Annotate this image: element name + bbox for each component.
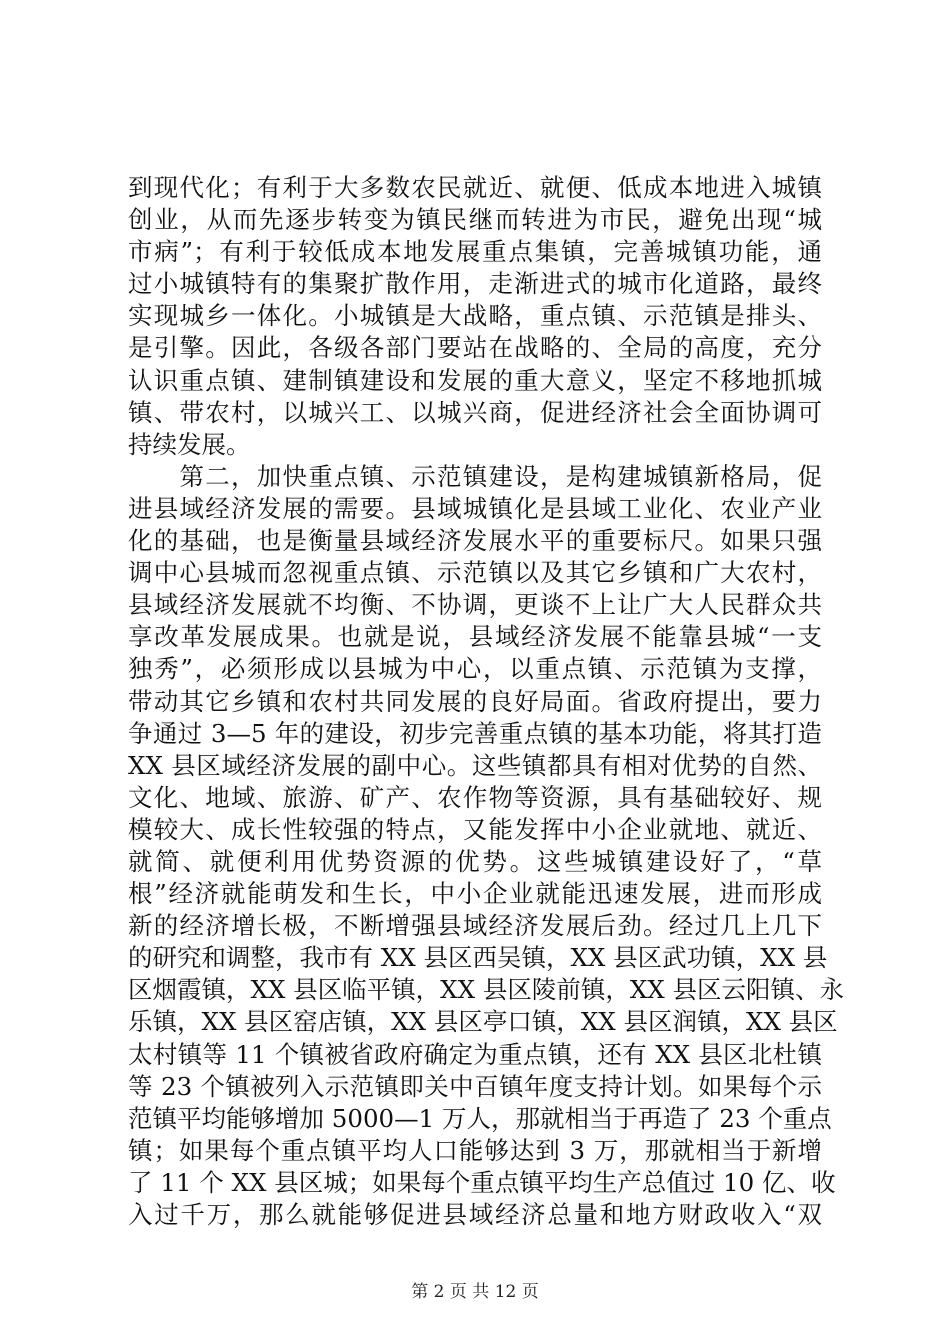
text-line: 文化、地域、旅游、矿产、农作物等资源，具有基础较好、规: [128, 782, 822, 812]
text-line: 新的经济增长极，不断增强县域经济发展后劲。经过几上几下: [128, 911, 822, 941]
text-line: 创业，从而先逐步转变为镇民继而转进为市民，避免出现“城: [128, 205, 822, 235]
text-line: 镇；如果每个重点镇平均人口能够达到 3 万，那就相当于新增: [128, 1135, 822, 1165]
text-line: 县域经济发展就不均衡、不协调，更谈不上让广大人民群众共: [128, 590, 822, 620]
text-line: 根”经济就能萌发和生长，中小企业就能迅速发展，进而形成: [128, 879, 822, 909]
text-line: 进县域经济发展的需要。县域城镇化是县域工业化、农业产业: [128, 493, 822, 523]
text-line: 享改革发展成果。也就是说，县域经济发展不能靠县城“一支: [128, 622, 822, 652]
text-line: 范镇平均能够增加 5000—1 万人，那就相当于再造了 23 个重点: [128, 1103, 832, 1133]
text-line: 了 11 个 XX 县区城；如果每个重点镇平均生产总值过 10 亿、收: [128, 1167, 836, 1197]
page-footer: 第 2 页 共 12 页: [411, 1282, 539, 1302]
text-line: 市病”；有利于较低成本地发展重点集镇，完善城镇功能，通: [128, 237, 822, 267]
text-line: 持续发展。: [128, 429, 251, 459]
text-line: 过小城镇特有的集聚扩散作用，走渐进式的城市化道路，最终: [128, 269, 822, 299]
text-line: 就简、就便利用优势资源的优势。这些城镇建设好了，“草: [128, 846, 822, 876]
text-line: 第二，加快重点镇、示范镇建设，是构建城镇新格局，促: [128, 461, 822, 491]
text-line: 区烟霞镇，XX 县区临平镇，XX 县区陵前镇，XX 县区云阳镇、永: [128, 975, 845, 1005]
text-line: 认识重点镇、建制镇建设和发展的重大意义，坚定不移地抓城: [128, 365, 822, 395]
text-line: 化的基础，也是衡量县域经济发展水平的重要标尺。如果只强: [128, 526, 822, 556]
text-line: 是引擎。因此，各级各部门要站在战略的、全局的高度，充分: [128, 333, 822, 363]
text-line: 太村镇等 11 个镇被省政府确定为重点镇，还有 XX 县区北杜镇: [128, 1039, 822, 1069]
text-line: 模较大、成长性较强的特点，又能发挥中小企业就地、就近、: [128, 814, 822, 844]
text-line: 实现城乡一体化。小城镇是大战略，重点镇、示范镇是排头、: [128, 301, 822, 331]
text-line: XX 县区域经济发展的副中心。这些镇都具有相对优势的自然、: [128, 750, 822, 780]
text-line: 到现代化；有利于大多数农民就近、就便、低成本地进入城镇: [128, 173, 822, 202]
text-line: 争通过 3—5 年的建设，初步完善重点镇的基本功能，将其打造: [128, 718, 822, 748]
text-line: 乐镇，XX 县区窑店镇，XX 县区亭口镇，XX 县区润镇，XX 县区: [128, 1007, 838, 1037]
text-line: 镇、带农村，以城兴工、以城兴商，促进经济社会全面协调可: [128, 397, 822, 427]
text-line: 入过千万，那么就能够促进县域经济总量和地方财政收入“双: [128, 1200, 822, 1229]
body-text: [128, 172, 845, 1231]
text-line: 独秀”，必须形成以县城为中心，以重点镇、示范镇为支撑，: [128, 654, 822, 684]
text-line: 调中心县城而忽视重点镇、示范镇以及其它乡镇和广大农村，: [128, 558, 822, 588]
text-line: 的研究和调整，我市有 XX 县区西吴镇，XX 县区武功镇，XX 县: [128, 943, 828, 973]
text-line: 等 23 个镇被列入示范镇即关中百镇年度支持计划。如果每个示: [128, 1071, 822, 1101]
text-line: 带动其它乡镇和农村共同发展的良好局面。省政府提出，要力: [128, 686, 822, 716]
